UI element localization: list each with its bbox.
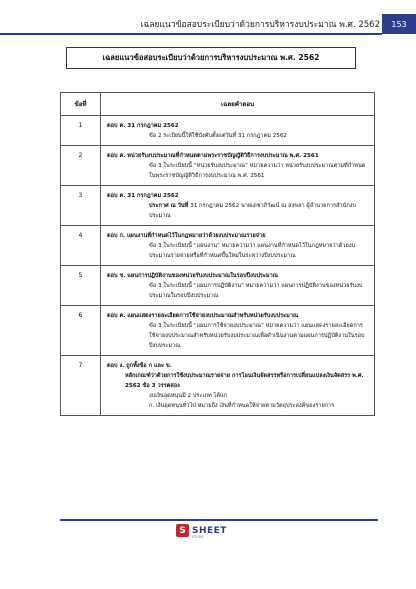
footer-divider [60, 519, 378, 521]
table-row [61, 116, 375, 146]
answer-table [60, 92, 375, 416]
brand-logo [176, 524, 227, 537]
explanation: ก. เงินอุดหนุนทั่วไป หมายถึง เงินที่กำหนดให้จ่ายตามวัตถุประสงค์ของรายการ [149, 403, 335, 409]
answer-line: ตอบ ข. แผนการปฏิบัติงานของหน่วยรับงบประมาณในรอบปีงบประมาณ [107, 273, 278, 279]
answer-line: ตอบ ค. 31 กรกฎาคม 2562 [107, 123, 179, 129]
explanation: ข้อ 3 ในระเบียบนี้ “หน่วยรับงบประมาณ” หมายความว่า หน่วยรับงบประมาณตามที่กำหนดในพระราชบัญญัติวิธีการงบประมาณ พ.ศ. 2561 [149, 163, 366, 179]
explanation: ข้อ 2 ระเบียบนี้ให้ใช้บังคับตั้งแต่วันที่ 31 กรกฎาคม 2562 [149, 133, 287, 139]
table-row [61, 356, 375, 416]
table-header-row [61, 93, 375, 116]
answer-line: ตอบ ง. ถูกทั้งข้อ ก และ ข. [107, 363, 172, 369]
row-answer-cell [101, 146, 375, 186]
page-number: 153 [382, 14, 416, 34]
row-number: 4 [61, 226, 101, 266]
explanation: ข้อ 3 ในระเบียบนี้ “แผนงาน” หมายความว่า แผนงานที่กำหนดไว้ในกฎหมายว่าด้วยงบประมาณรายจ่ายหรือที่กำหนดขึ้นใหม่ในระหว่างปีงบประมาณ [149, 243, 356, 259]
answer-line: ตอบ ค. 31 กรกฎาคม 2562 [107, 193, 179, 199]
explanation: ข้อ 3 ในระเบียบนี้ “แผนการปฏิบัติงาน” หมายความว่า แผนการปฏิบัติงานของหน่วยรับงบประมาณในรอบปีงบประมาณ [149, 283, 363, 299]
logo-wordmark: SHEET [192, 525, 227, 536]
column-header-answer: เฉลยคำตอบ [101, 93, 375, 116]
row-number: 3 [61, 186, 101, 226]
logo-subtext: STORE [192, 535, 204, 539]
row-number: 6 [61, 306, 101, 356]
row-answer-cell [101, 226, 375, 266]
table-row [61, 306, 375, 356]
table-row [61, 226, 375, 266]
row-answer-cell [101, 186, 375, 226]
answer-line: ตอบ ก. แผนงานที่กำหนดไว้ในกฎหมายว่าด้วยงบประมาณรายจ่าย [107, 233, 266, 239]
row-answer-cell [101, 116, 375, 146]
explanation: งบเงินอุดหนุนมี 2 ประเภท ได้แก่ [149, 393, 227, 399]
header-title: เฉลยแนวข้อสอบระเบียบว่าด้วยการบริหารงบประมาณ พ.ศ. 2562 [140, 20, 380, 30]
explanation-heading: หลักเกณฑ์ว่าด้วยการใช้งบประมาณรายจ่าย การโอนเงินจัดสรรหรือการเปลี่ยนแปลงเงินจัดสรร พ.ศ. 2562 ข้อ 3 วรรคสอง [125, 373, 364, 389]
table-row [61, 266, 375, 306]
document-title: เฉลยแนวข้อสอบระเบียบว่าด้วยการบริหารงบประมาณ พ.ศ. 2562 [66, 47, 356, 69]
explanation-text: 31 กรกฎาคม 2562 นายเดชาภิวัฒน์ ณ สงขลา ผู้อำนวยการสำนักงบประมาณ [149, 203, 357, 219]
row-number: 1 [61, 116, 101, 146]
answer-line: ตอบ ค. หน่วยรับงบประมาณที่กำหนดตามพระราชบัญญัติวิธีการงบประมาณ พ.ศ. 2561 [107, 153, 319, 159]
header-divider [0, 33, 382, 35]
answer-line: ตอบ ค. แผนแสดงรายละเอียดการใช้จ่ายงบประมาณสำหรับหน่วยรับงบประมาณ [107, 313, 299, 319]
table-row [61, 186, 375, 226]
row-answer-cell [101, 266, 375, 306]
row-answer-cell [101, 306, 375, 356]
row-number: 2 [61, 146, 101, 186]
row-number: 7 [61, 356, 101, 416]
explanation-label: ประกาศ ณ วันที่ [149, 203, 189, 209]
table-row [61, 146, 375, 186]
page-header [0, 14, 416, 34]
explanation: ข้อ 3 ในระเบียบนี้ “แผนการใช้จ่ายงบประมาณ” หมายความว่า แผนแสดงรายละเอียดการใช้จ่ายงบประมาณสำหรับหน่วยรับงบประมาณเพื่อดำเนินงานตามแผนการปฏิบัติงานในรอบปีงบประมาณ [149, 323, 365, 349]
row-number: 5 [61, 266, 101, 306]
row-answer-cell [101, 356, 375, 416]
column-header-no: ข้อที่ [61, 93, 101, 116]
logo-mark-icon: S [176, 524, 189, 537]
explanation [107, 201, 368, 221]
